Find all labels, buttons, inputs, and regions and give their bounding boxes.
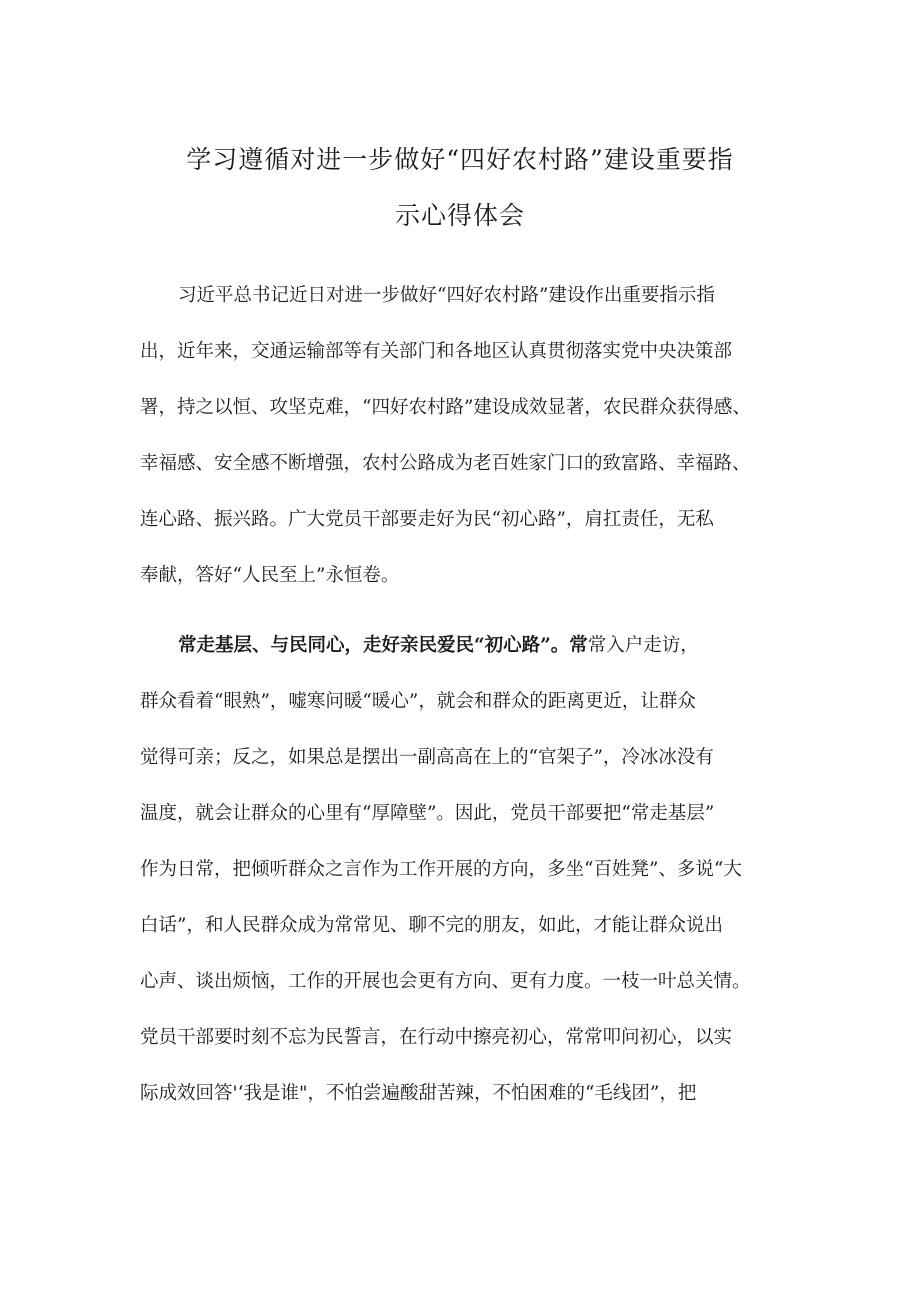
paragraph-1-line: 习近平总书记近日对进一步做好“四好农村路”建设作出重要指示指 <box>178 285 715 306</box>
paragraph-1-line: 出，近年来，交通运输部等有关部门和各地区认真贯彻落实党中央决策部 <box>140 341 733 362</box>
paragraph-1-line: 署，持之以恒、攻坚克难，“四好农村路”建设成效显著，农民群众获得感、 <box>140 397 751 418</box>
paragraph-2-line: 际成效回答'‘我是谁"，不怕尝遍酸甜苦辣，不怕困难的“毛线团”，把 <box>140 1083 697 1104</box>
paragraph-2-first-line <box>178 632 800 660</box>
paragraph-2-line: 觉得可亲；反之，如果总是摆出一副高高在上的“官架子”，冷冰冰没有 <box>140 747 714 768</box>
paragraph-1-line: 连心路、振兴路。广大党员干部要走好为民“初心路”，肩扛责任，无私 <box>140 509 714 530</box>
paragraph-1-line: 幸福感、安全感不断增强，农村公路成为老百姓家门口的致富路、幸福路、 <box>140 453 751 474</box>
paragraph-2-line: 群众看着“眼熟”，嘘寒问暖“暖心”，就会和群众的距离更近，让群众 <box>140 691 696 712</box>
paragraph-2-line: 心声、谈出烦恼，工作的开展也会更有方向、更有力度。一枝一叶总关情。 <box>140 971 751 992</box>
paragraph-2-line: 温度，就会让群众的心里有“厚障壁”。因此，党员干部要把“常走基层” <box>140 803 715 824</box>
paragraph-1-line: 奉献，答好“人民至上”永恒卷。 <box>140 565 400 586</box>
document-title-line-2: 示心得体会 <box>394 201 525 230</box>
paragraph-2-line: 作为日常，把倾听群众之言作为工作开展的方向，多坐“百姓凳”、多说“大 <box>140 859 742 880</box>
document-title-line-1: 学习遵循对进一步做好“四好农村路”建设重要指 <box>186 145 734 174</box>
paragraph-2-bold-lead: 常走基层、与民同心，走好亲民爱民“初心路”。常 <box>178 635 588 656</box>
paragraph-2-first-line-rest: 常入户走访， <box>587 635 699 656</box>
paragraph-2-line: 白话”，和人民群众成为常常见、聊不完的朋友，如此，才能让群众说出 <box>140 915 723 936</box>
paragraph-2-line: 党员干部要时刻不忘为民誓言，在行动中擦亮初心，常常叩问初心，以实 <box>140 1027 733 1048</box>
